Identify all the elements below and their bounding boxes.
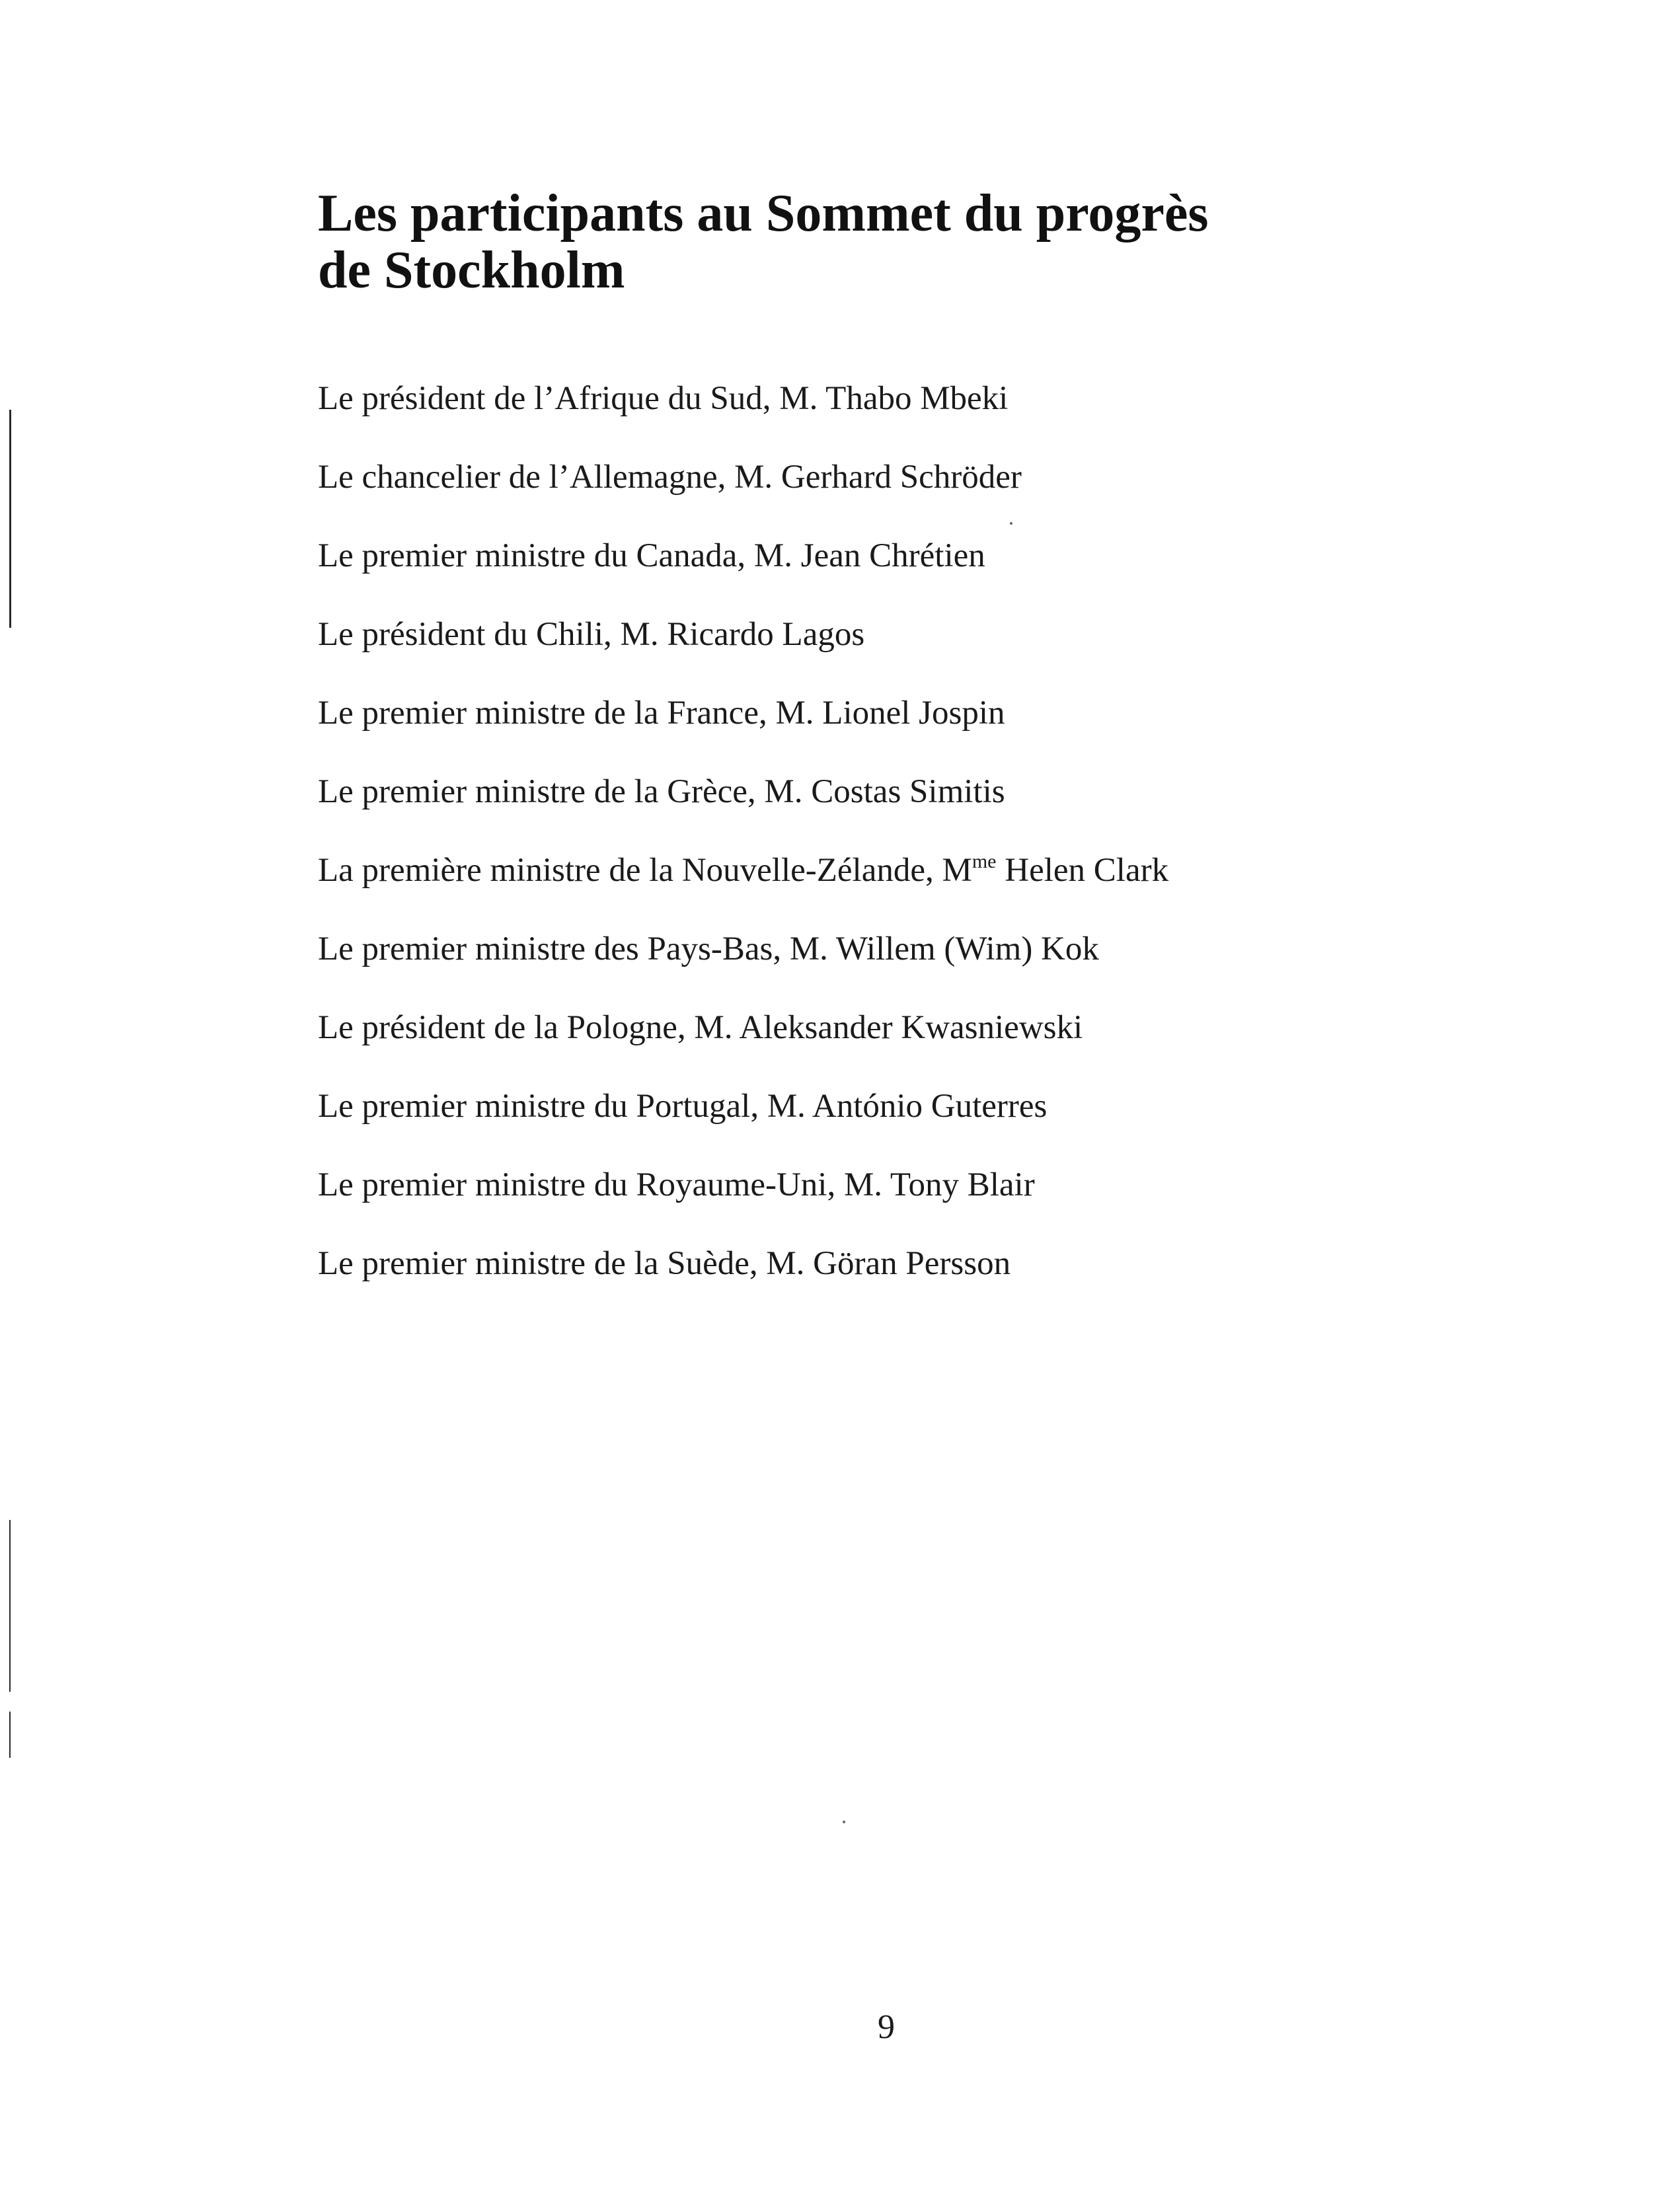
participant-text: La première ministre de la Nouvelle-Zélande, M	[318, 852, 972, 889]
participant-item: Le chancelier de l’Allemagne, M. Gerhard Schröder	[318, 459, 1022, 496]
participant-item: Le président de l’Afrique du Sud, M. Thabo Mbeki	[318, 380, 1009, 417]
honorific-superscript: me	[972, 850, 997, 872]
participant-item: Le premier ministre du Canada, M. Jean Chrétien	[318, 537, 985, 574]
scan-speck	[843, 1821, 845, 1823]
participant-text: Helen Clark	[996, 852, 1169, 889]
page-title-line-1: Les participants au Sommet du progrès	[318, 184, 1209, 243]
participant-item: Le premier ministre de la Grèce, M. Costas Simitis	[318, 773, 1005, 810]
participant-item: Le premier ministre du Portugal, M. António Guterres	[318, 1088, 1048, 1125]
participant-item: Le premier ministre de la France, M. Lionel Jospin	[318, 695, 1005, 732]
scan-edge-mark	[9, 410, 11, 628]
participant-item: Le premier ministre du Royaume-Uni, M. Tony Blair	[318, 1166, 1035, 1203]
participant-item: Le premier ministre de la Suède, M. Göran Persson	[318, 1245, 1011, 1282]
page-title-line-2: de Stockholm	[318, 241, 625, 299]
page-number: 9	[878, 2008, 895, 2046]
participant-item: Le président de la Pologne, M. Aleksander Kwasniewski	[318, 1009, 1083, 1046]
scan-edge-mark	[9, 1520, 11, 1692]
page-title	[318, 185, 1574, 299]
participant-item: Le président du Chili, M. Ricardo Lagos	[318, 616, 865, 653]
scan-edge-mark	[9, 1712, 11, 1758]
participant-item	[318, 849, 1168, 927]
participant-item: Le premier ministre des Pays-Bas, M. Willem (Wim) Kok	[318, 930, 1099, 967]
participants-list	[318, 377, 1168, 1320]
